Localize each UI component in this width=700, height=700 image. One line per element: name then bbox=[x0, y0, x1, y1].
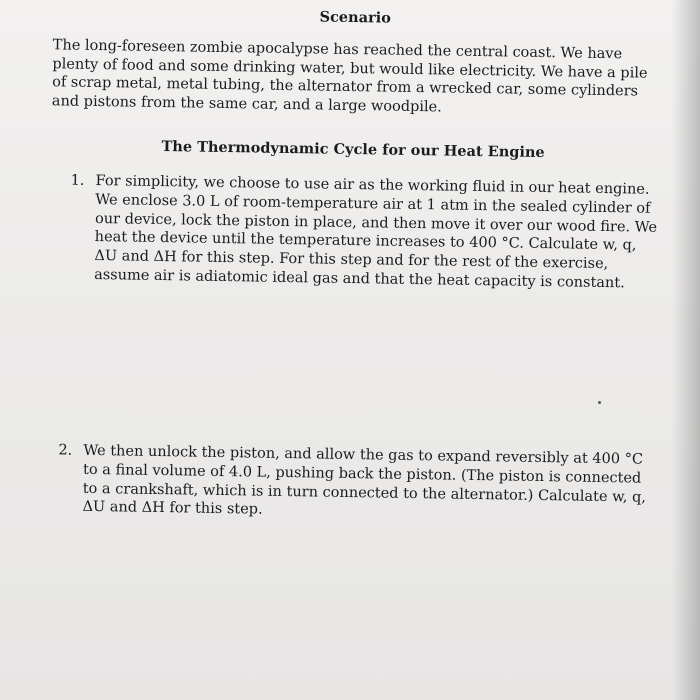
document bbox=[6, 0, 700, 519]
page-title: Scenario bbox=[319, 8, 391, 27]
question-number: 1. bbox=[70, 172, 85, 189]
intro-paragraph: The long-foreseen zombie apocalypse has reached the central coast. We have plenty of food and some drinking water, but would like electricity. We have a pile of scrap metal, metal tubing, the alternator from a wrecked car, some cylinders and pistons from the same car, and a large woodpile. bbox=[51, 37, 648, 115]
question-number: 2. bbox=[58, 442, 73, 459]
question-item-1 bbox=[70, 172, 663, 292]
question-text: We then unlock the piston, and allow the gas to expand reversibly at 400 °C to a final volume of 4.0 L, pushing back the piston. (The piston is connected to a crankshaft, which is in turn connected to the alternator.) Calculate w, q, ΔU and ΔH for this step. bbox=[82, 442, 647, 519]
question-text: For simplicity, we choose to use air as the working fluid in our heat engine. We enclose 3.0 L of room-temperature air at 1 atm in the sealed cylinder of our device, lock the piston in place, and then move it over our wood fire. We heat the device until the temperature increases to 400 °C. Calculate w, q, ΔU and ΔH for this step. For this step and for the rest of the exercise, assume air is adiatomic ideal gas and that the heat capacity is constant. bbox=[94, 172, 658, 292]
page-edge-shadow bbox=[672, 0, 700, 700]
section-title: The Thermodynamic Cycle for our Heat Engine bbox=[161, 138, 545, 162]
paper-speck bbox=[598, 401, 601, 404]
question-item-2 bbox=[58, 441, 654, 519]
